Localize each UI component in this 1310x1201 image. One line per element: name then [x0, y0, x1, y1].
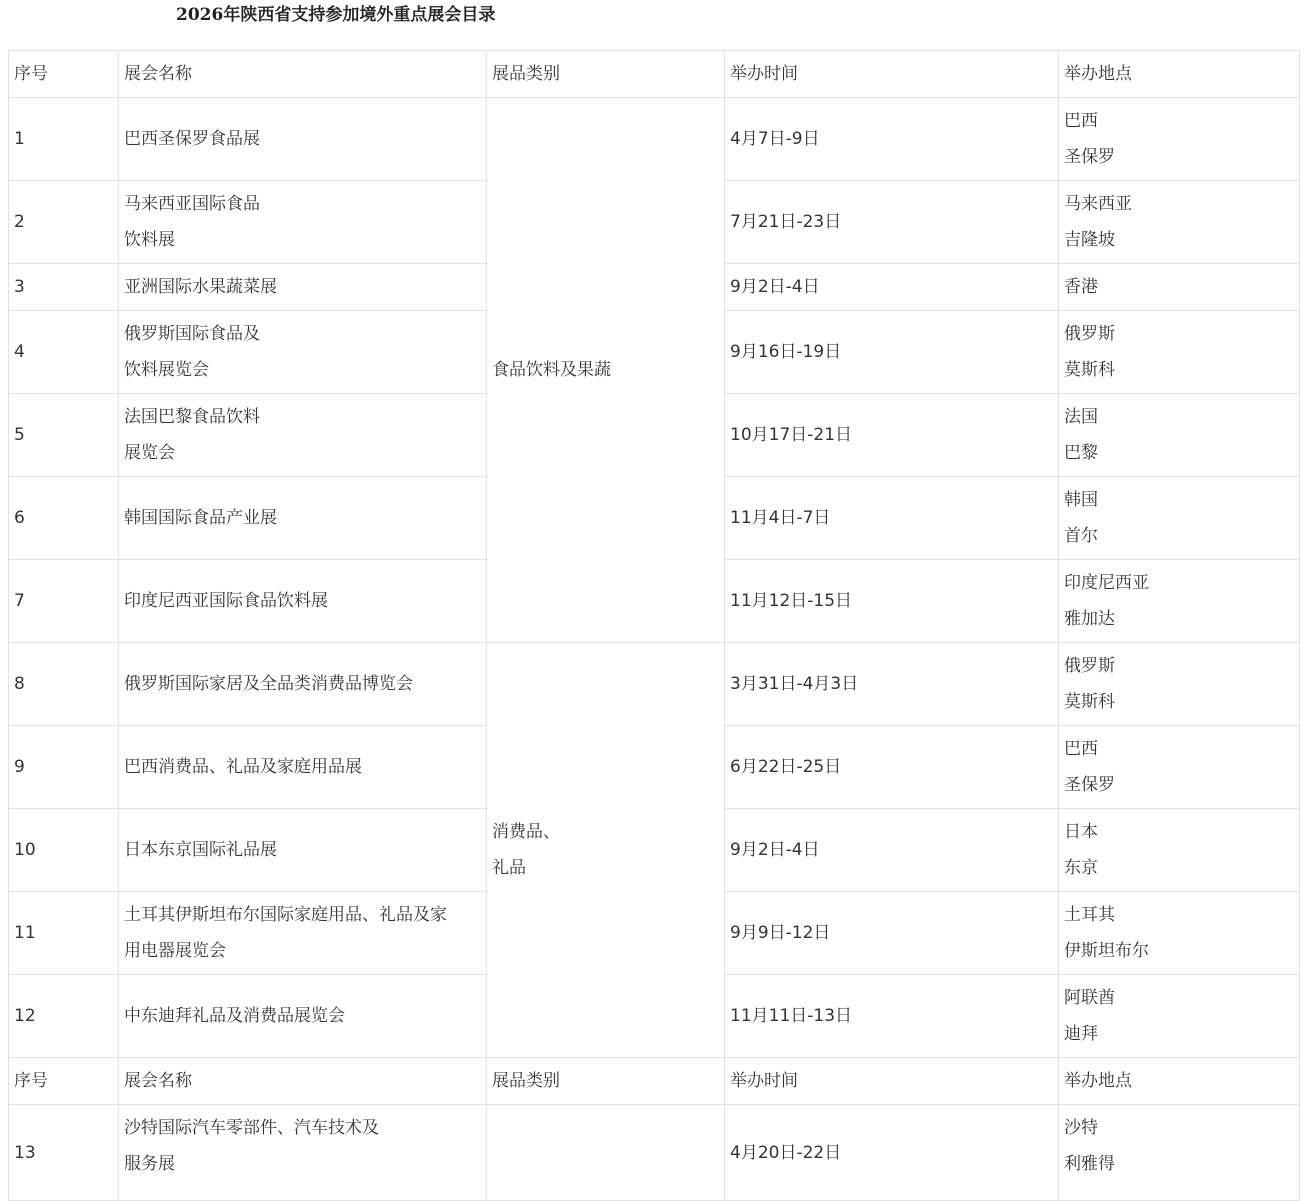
- row-name-line: 用电器展览会: [124, 941, 226, 961]
- row-no: 2: [9, 181, 119, 264]
- row-place-country: 法国: [1064, 407, 1098, 427]
- row-place-city: 圣保罗: [1064, 775, 1115, 795]
- row-place: [1059, 98, 1300, 181]
- row-time: 9月2日-4日: [725, 264, 1059, 311]
- row-place-city: 首尔: [1064, 526, 1098, 546]
- row-name: [119, 892, 487, 975]
- row-place-country: 日本: [1064, 822, 1098, 842]
- row-no: 13: [9, 1105, 119, 1201]
- row-time: 9月2日-4日: [725, 809, 1059, 892]
- row-name-line: 饮料展览会: [124, 360, 209, 380]
- row-place-country: 巴西: [1064, 739, 1098, 759]
- row-name-line: 饮料展: [124, 230, 175, 250]
- row-name-line: 韩国国际食品产业展: [124, 508, 277, 528]
- row-name: [119, 643, 487, 726]
- row-place-city: 雅加达: [1064, 609, 1115, 629]
- row-place-city: 圣保罗: [1064, 147, 1115, 167]
- row-place: [1059, 809, 1300, 892]
- row-place-city: 吉隆坡: [1064, 230, 1115, 250]
- row-name: [119, 975, 487, 1058]
- row-no: 9: [9, 726, 119, 809]
- row-name: [119, 264, 487, 311]
- table-row: [9, 1105, 1300, 1201]
- row-place: [1059, 181, 1300, 264]
- row-no: 8: [9, 643, 119, 726]
- row-place: [1059, 892, 1300, 975]
- row-place: [1059, 477, 1300, 560]
- row-time: 10月17日-21日: [725, 394, 1059, 477]
- row-place-country: 韩国: [1064, 490, 1098, 510]
- row-place: [1059, 311, 1300, 394]
- row-time: 9月16日-19日: [725, 311, 1059, 394]
- row-name-line: 亚洲国际水果蔬菜展: [124, 277, 277, 297]
- row-place: [1059, 1105, 1300, 1201]
- row-time: 11月11日-13日: [725, 975, 1059, 1058]
- row-place-city: 利雅得: [1064, 1154, 1115, 1174]
- category-cell-food: 食品饮料及果蔬: [487, 98, 725, 643]
- row-place-country: 马来西亚: [1064, 194, 1132, 214]
- row-place: [1059, 643, 1300, 726]
- header-place: 举办地点: [1059, 1058, 1300, 1105]
- row-name-line: 俄罗斯国际家居及全品类消费品博览会: [124, 674, 413, 694]
- row-name: [119, 560, 487, 643]
- header-category: 展品类别: [487, 1058, 725, 1105]
- header-place: 举办地点: [1059, 51, 1300, 98]
- row-no: 4: [9, 311, 119, 394]
- category-line: 消费品、: [492, 822, 560, 842]
- row-no: 7: [9, 560, 119, 643]
- row-time: 3月31日-4月3日: [725, 643, 1059, 726]
- header-name: 展会名称: [119, 51, 487, 98]
- row-name-line: 法国巴黎食品饮料: [124, 407, 260, 427]
- row-place-country: 巴西: [1064, 111, 1098, 131]
- table-row: [9, 643, 1300, 726]
- row-name-line: 巴西消费品、礼品及家庭用品展: [124, 757, 362, 777]
- row-place: [1059, 560, 1300, 643]
- row-place-country: 香港: [1064, 277, 1098, 297]
- row-place-country: 土耳其: [1064, 905, 1115, 925]
- row-name-line: 沙特国际汽车零部件、汽车技术及: [124, 1118, 379, 1138]
- page-title: 2026年陕西省支持参加境外重点展会目录: [176, 5, 496, 25]
- header-time: 举办时间: [725, 1058, 1059, 1105]
- row-no: 1: [9, 98, 119, 181]
- header-time: 举办时间: [725, 51, 1059, 98]
- row-place-country: 印度尼西亚: [1064, 573, 1149, 593]
- header-no: 序号: [9, 1058, 119, 1105]
- row-name-line: 日本东京国际礼品展: [124, 840, 277, 860]
- row-time: 9月9日-12日: [725, 892, 1059, 975]
- row-no: 10: [9, 809, 119, 892]
- row-no: 11: [9, 892, 119, 975]
- row-place: [1059, 726, 1300, 809]
- row-place: [1059, 264, 1300, 311]
- row-name-line: 马来西亚国际食品: [124, 194, 260, 214]
- row-time: 11月4日-7日: [725, 477, 1059, 560]
- exhibition-table: [8, 50, 1300, 1201]
- row-time: 4月20日-22日: [725, 1105, 1059, 1201]
- row-place: [1059, 394, 1300, 477]
- header-name: 展会名称: [119, 1058, 487, 1105]
- row-place-city: 伊斯坦布尔: [1064, 941, 1149, 961]
- row-name: [119, 98, 487, 181]
- row-place-city: 巴黎: [1064, 443, 1098, 463]
- row-place-country: 沙特: [1064, 1118, 1098, 1138]
- row-name: [119, 477, 487, 560]
- row-name: [119, 181, 487, 264]
- row-time: 6月22日-25日: [725, 726, 1059, 809]
- row-name: [119, 809, 487, 892]
- row-place-city: 莫斯科: [1064, 692, 1115, 712]
- row-place: [1059, 975, 1300, 1058]
- row-time: 4月7日-9日: [725, 98, 1059, 181]
- row-no: 12: [9, 975, 119, 1058]
- category-line: 礼品: [492, 858, 526, 878]
- row-no: 3: [9, 264, 119, 311]
- row-time: 7月21日-23日: [725, 181, 1059, 264]
- row-name: [119, 1105, 487, 1201]
- row-name-line: 俄罗斯国际食品及: [124, 324, 260, 344]
- row-name-line: 服务展: [124, 1154, 175, 1174]
- row-name-line: 巴西圣保罗食品展: [124, 129, 260, 149]
- category-cell-empty: [487, 1105, 725, 1201]
- header-no: 序号: [9, 51, 119, 98]
- header-category: 展品类别: [487, 51, 725, 98]
- row-name: [119, 726, 487, 809]
- row-place-country: 阿联酋: [1064, 988, 1115, 1008]
- row-no: 6: [9, 477, 119, 560]
- row-place-city: 东京: [1064, 858, 1098, 878]
- table-row: [9, 98, 1300, 181]
- row-place-country: 俄罗斯: [1064, 656, 1115, 676]
- row-name-line: 土耳其伊斯坦布尔国际家庭用品、礼品及家: [124, 905, 447, 925]
- row-name-line: 印度尼西亚国际食品饮料展: [124, 591, 328, 611]
- row-place-city: 莫斯科: [1064, 360, 1115, 380]
- row-time: 11月12日-15日: [725, 560, 1059, 643]
- table-header-row: [9, 51, 1300, 98]
- row-name-line: 中东迪拜礼品及消费品展览会: [124, 1006, 345, 1026]
- row-name-line: 展览会: [124, 443, 175, 463]
- row-name: [119, 311, 487, 394]
- row-place-city: 迪拜: [1064, 1024, 1098, 1044]
- table-header-row-repeat: [9, 1058, 1300, 1105]
- row-name: [119, 394, 487, 477]
- row-place-country: 俄罗斯: [1064, 324, 1115, 344]
- row-no: 5: [9, 394, 119, 477]
- category-cell-consumer: [487, 643, 725, 1058]
